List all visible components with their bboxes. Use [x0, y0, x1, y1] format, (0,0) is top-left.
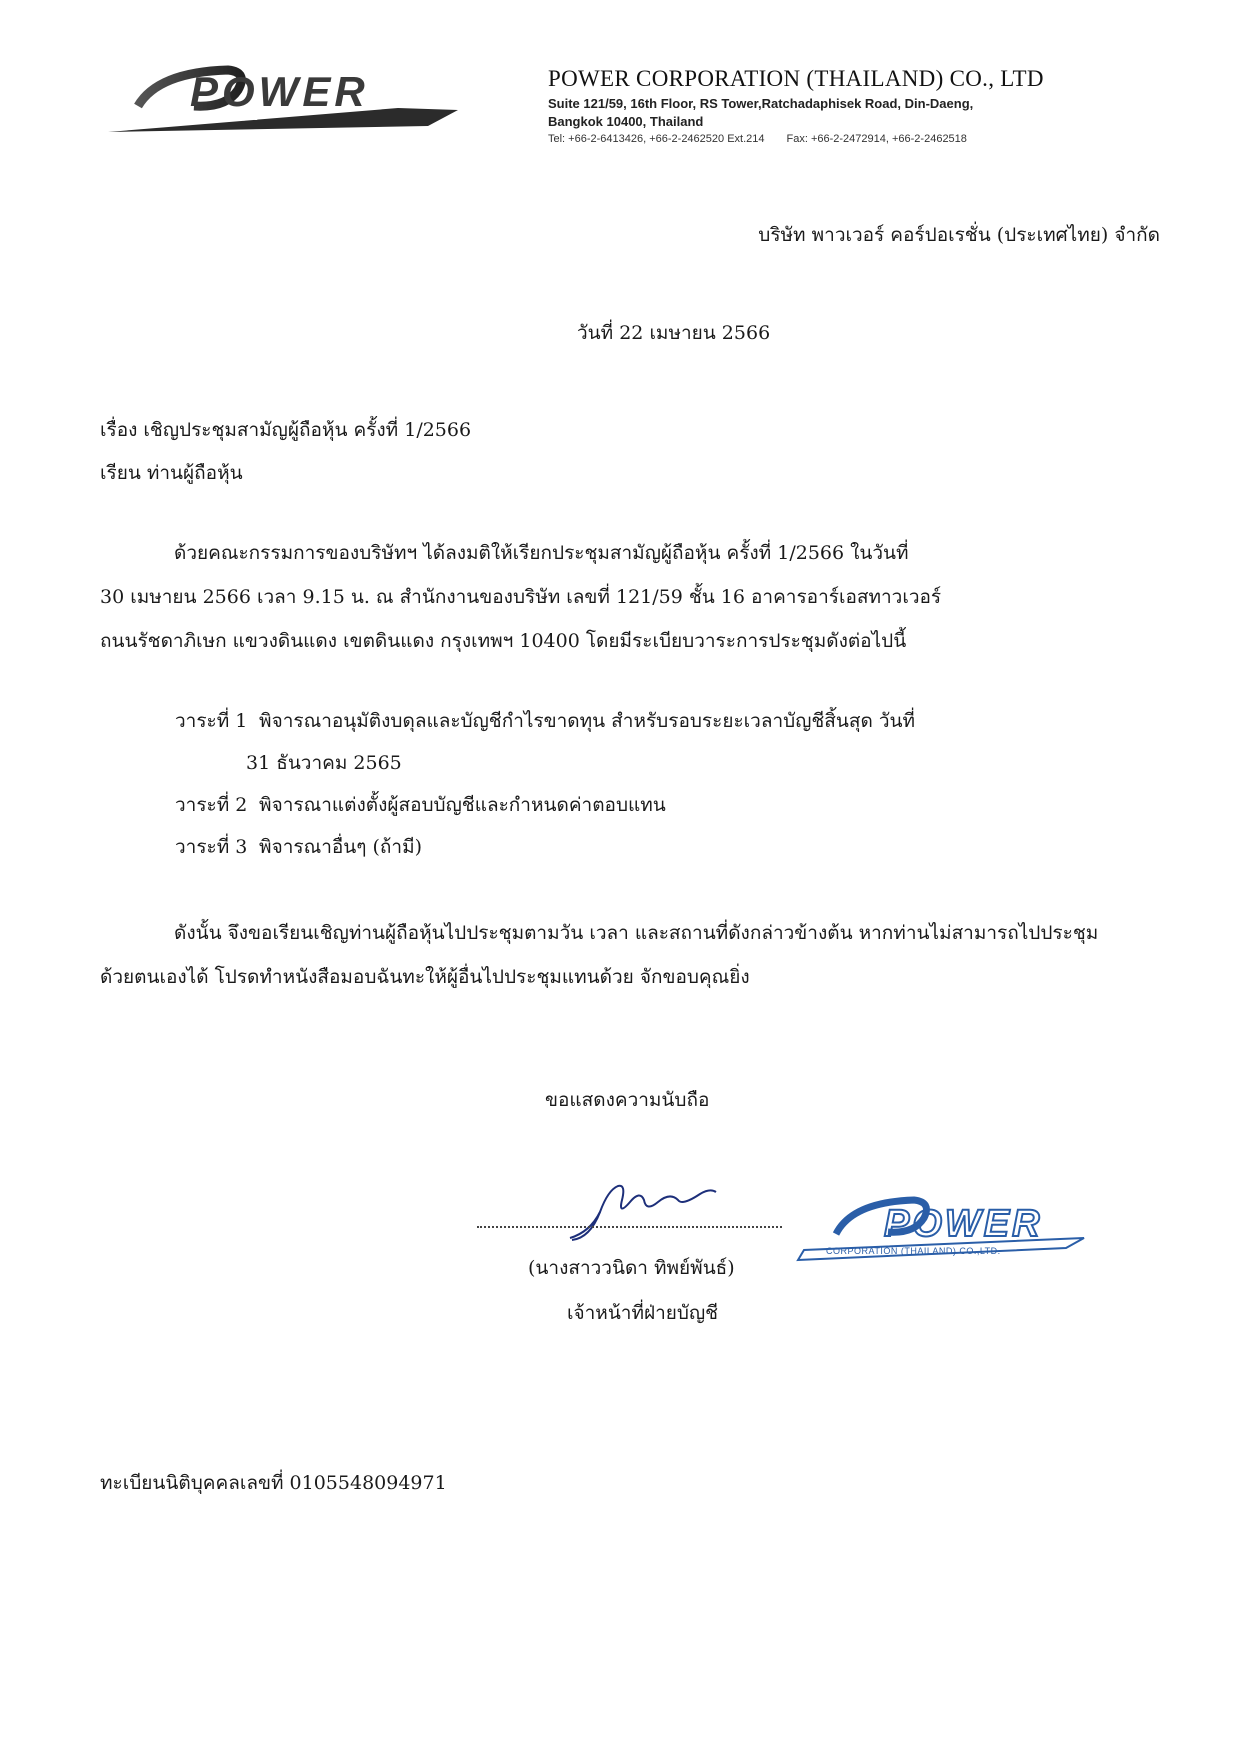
body-line: ด้วยคณะกรรมการของบริษัทฯ ได้ลงมติให้เรียกประชุมสามัญผู้ถือหุ้น ครั้งที่ 1/2566 ในวันที่ — [174, 542, 909, 564]
closing-phrase: ขอแสดงความนับถือ — [545, 1089, 710, 1111]
body-line: ถนนรัชดาภิเษก แขวงดินแดง เขตดินแดง กรุงเทพฯ 10400 โดยมีระเบียบวาระการประชุมดังต่อไปนี้ — [100, 630, 907, 652]
agenda-label: วาระที่ 2 — [175, 794, 248, 816]
logo-subtext: CORPORATION (THAILAND) CO.,LTD — [128, 115, 260, 122]
registration-number: ทะเบียนนิติบุคคลเลขที่ 0105548094971 — [100, 1472, 447, 1494]
tel: Tel: +66-2-6413426, +66-2-2462520 Ext.214 — [548, 133, 765, 145]
contact-info — [548, 133, 967, 145]
logo-text: POWER — [190, 68, 369, 115]
agenda-text: พิจารณาแต่งตั้งผู้สอบบัญชีและกำหนดค่าตอบแทน — [259, 794, 666, 816]
subject-line: เรื่อง เชิญประชุมสามัญผู้ถือหุ้น ครั้งที่ 1/2566 — [100, 419, 472, 441]
fax: Fax: +66-2-2472914, +66-2-2462518 — [786, 133, 967, 145]
agenda-text: พิจารณาอนุมัติงบดุลและบัญชีกำไรขาดทุน สำหรับรอบระยะเวลาบัญชีสิ้นสุด วันที่ — [259, 710, 916, 732]
signer-position: เจ้าหน้าที่ฝ่ายบัญชี — [567, 1302, 719, 1324]
agenda-item-3 — [175, 832, 422, 862]
signature-line — [477, 1226, 782, 1228]
agenda-label: วาระที่ 3 — [175, 836, 248, 858]
agenda-label: วาระที่ 1 — [175, 710, 248, 732]
agenda-item-1-continuation: 31 ธันวาคม 2565 — [246, 752, 402, 774]
company-name-th: บริษัท พาวเวอร์ คอร์ปอเรชั่น (ประเทศไทย) จำกัด — [758, 224, 1160, 246]
signer-name: (นางสาววนิดา ทิพย์พันธ์) — [528, 1257, 735, 1279]
salutation: เรียน ท่านผู้ถือหุ้น — [100, 462, 243, 484]
agenda-item-2 — [175, 790, 666, 820]
stamp-subtext: CORPORATION (THAILAND) CO.,LTD. — [826, 1246, 1001, 1256]
body-line: ดังนั้น จึงขอเรียนเชิญท่านผู้ถือหุ้นไปประชุมตามวัน เวลา และสถานที่ดังกล่าวข้างต้น หากท่านไม่สามารถไปประชุม — [174, 922, 1099, 944]
company-name-en: POWER CORPORATION (THAILAND) CO., LTD — [548, 66, 1044, 91]
agenda-item-1 — [175, 706, 915, 736]
company-stamp — [796, 1190, 1086, 1262]
body-line: 30 เมษายน 2566 เวลา 9.15 น. ณ สำนักงานของบริษัท เลขที่ 121/59 ชั้น 16 อาคารอาร์เอสทาวเวอร์ — [100, 586, 942, 608]
company-logo — [98, 62, 463, 136]
address-line-2: Bangkok 10400, Thailand — [548, 114, 704, 129]
address-line-1: Suite 121/59, 16th Floor, RS Tower,Ratchadaphisek Road, Din-Daeng, — [548, 96, 974, 111]
signature-scribble — [560, 1172, 720, 1242]
agenda-text: พิจารณาอื่นๆ (ถ้ามี) — [259, 836, 423, 858]
stamp-text: POWER — [884, 1203, 1043, 1245]
body-line: ด้วยตนเองได้ โปรดทำหนังสือมอบฉันทะให้ผู้อื่นไปประชุมแทนด้วย จักขอบคุณยิ่ง — [100, 966, 750, 988]
letter-date: วันที่ 22 เมษายน 2566 — [577, 322, 771, 344]
